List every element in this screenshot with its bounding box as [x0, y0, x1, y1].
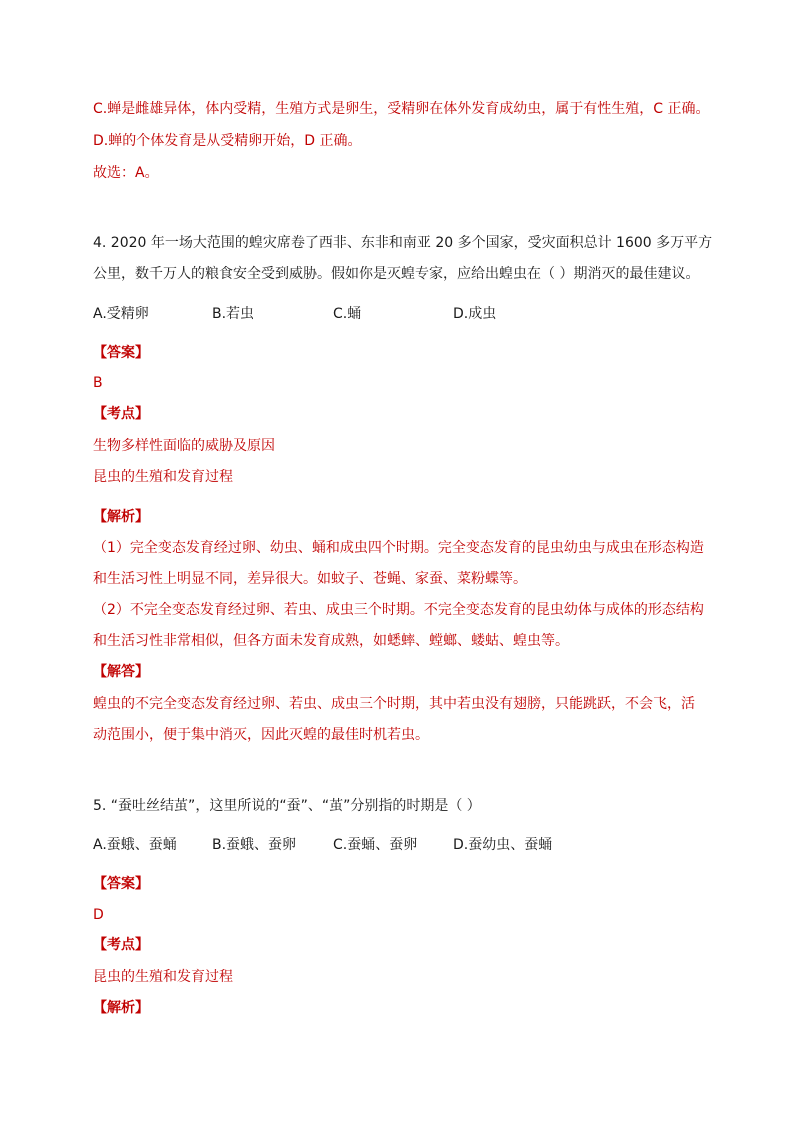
q4-jieda-2: 动范围小，便于集中消灭，因此灭蝗的最佳时机若虫。: [93, 727, 429, 743]
q4-stem-line-1: 4. 2020 年一场大范围的蝗灾席卷了西非、东非和南亚 20 多个国家，受灾面积总计 1600 多万平方: [93, 235, 713, 251]
q4-answer: B: [93, 375, 103, 391]
q4-stem-line-2: 公里，数千万人的粮食安全受到威胁。假如你是灭蝗专家，应给出蝗虫在（ ）期消灭的最佳建议。: [93, 266, 700, 282]
q4-jiexi-2: 和生活习性上明显不同，差异很大。如蚊子、苍蝇、家蚕、菜粉蝶等。: [93, 571, 527, 587]
q5-option-b: B.蚕蛾、蚕卵: [212, 837, 297, 853]
q4-kaodian-1: 生物多样性面临的威胁及原因: [93, 438, 275, 454]
q4-jiexi-3: （2）不完全变态发育经过卵、若虫、成虫三个时期。不完全变态发育的昆虫幼体与成体的形态结构: [93, 602, 704, 618]
q5-option-d: D.蚕幼虫、蚕蛹: [453, 837, 553, 853]
q5-kaodian-1: 昆虫的生殖和发育过程: [93, 969, 233, 985]
q4-jiexi-label: 【解析】: [93, 509, 149, 525]
q4-jiexi-1: （1）完全变态发育经过卵、幼虫、蛹和成虫四个时期。完全变态发育的昆虫幼虫与成虫在形态构造: [93, 540, 704, 556]
q4-option-d: D.成虫: [453, 306, 497, 322]
q3-option-c-explanation: C.蝉是雌雄异体，体内受精，生殖方式是卵生，受精卵在体外发育成幼虫，属于有性生殖，C 正确。: [93, 101, 710, 117]
q5-jiexi-label: 【解析】: [93, 1000, 149, 1016]
q4-option-c: C.蛹: [333, 306, 362, 322]
q3-choose: 故选：A。: [93, 165, 159, 181]
q4-jieda-1: 蝗虫的不完全变态发育经过卵、若虫、成虫三个时期，其中若虫没有翅膀，只能跳跃，不会飞，活: [93, 696, 695, 712]
q5-kaodian-label: 【考点】: [93, 937, 149, 953]
q5-option-c: C.蚕蛹、蚕卵: [333, 837, 418, 853]
q5-answer: D: [93, 907, 104, 923]
q4-kaodian-label: 【考点】: [93, 406, 149, 422]
q4-option-a: A.受精卵: [93, 306, 149, 322]
q3-option-d-explanation: D.蝉的个体发育是从受精卵开始，D 正确。: [93, 133, 362, 149]
q4-option-b: B.若虫: [212, 306, 255, 322]
q4-jieda-label: 【解答】: [93, 664, 149, 680]
q5-answer-label: 【答案】: [93, 876, 149, 892]
q5-stem: 5. “蚕吐丝结茧”，这里所说的“蚕”、“茧”分别指的时期是（ ）: [93, 798, 481, 814]
q4-answer-label: 【答案】: [93, 345, 149, 361]
q5-option-a: A.蚕蛾、蚕蛹: [93, 837, 177, 853]
q4-jiexi-4: 和生活习性非常相似，但各方面未发育成熟，如蟋蟀、螳螂、蝼蛄、蝗虫等。: [93, 633, 569, 649]
q4-kaodian-2: 昆虫的生殖和发育过程: [93, 469, 233, 485]
